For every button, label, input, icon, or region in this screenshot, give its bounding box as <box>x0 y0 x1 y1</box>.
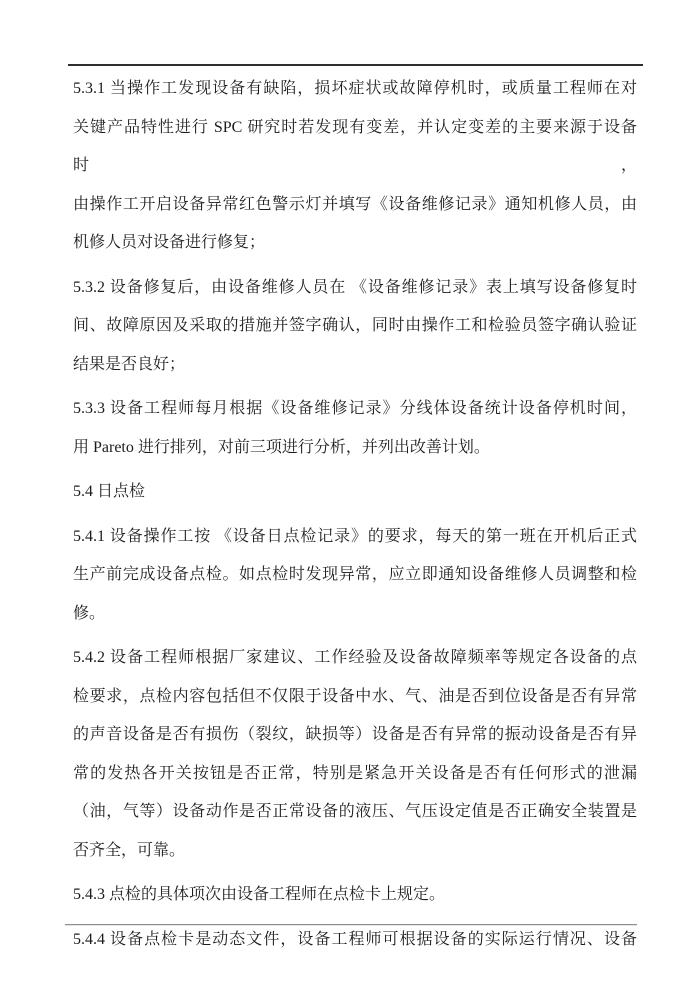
text-line: 用 Pareto 进行排列，对前三项进行分析，并列出改善计划。 <box>73 438 490 456</box>
text-line: 常的发热各开关按钮是否正常，特别是紧急开关设备是否有任何形式的泄漏 <box>73 764 637 782</box>
text-line: 的声音设备是否有损伤（裂纹，缺损等）设备是否有异常的振动设备是否有异 <box>73 726 637 743</box>
text-line: 结果是否良好； <box>73 355 186 373</box>
clause-5-4-2 <box>73 639 637 870</box>
text-line: 检要求，点检内容包括但不仅限于设备中水、气、油是否到位设备是否有异常 <box>73 687 637 705</box>
text-line: 由操作工开启设备异常红色警示灯并填写《设备维修记录》通知机修人员，由 <box>73 195 637 213</box>
footer-rule <box>65 924 637 925</box>
text-line: 5.3.2 设备修复后，由设备维修人员在 《设备维修记录》表上填写设备修复时 <box>73 278 637 296</box>
clause-5-4-3 <box>73 876 637 915</box>
text-line: 5.4.4 设备点检卡是动态文件，设备工程师可根据设备的实际运行情况、设备 <box>73 930 637 948</box>
text-line: 5.3.3 设备工程师每月根据《设备维修记录》分线体设备统计设备停机时间， <box>73 400 637 417</box>
document-body <box>73 70 637 965</box>
text-line: 5.3.1 当操作工发现设备有缺陷，损坏症状或故障停机时，或质量工程师在对 <box>73 80 637 97</box>
text-line: 关键产品特性进行 SPC 研究时若发现有变差，并认定变差的主要来源于设备时， <box>73 118 637 174</box>
text-line: 5.4.3 点检的具体项次由设备工程师在点检卡上规定。 <box>73 886 446 903</box>
text-line: 修。 <box>73 604 106 622</box>
text-line: 5.4 日点检 <box>73 483 146 500</box>
clause-5-4-1 <box>73 518 637 634</box>
header-rule <box>68 64 643 66</box>
text-line: （油，气等）设备动作是否正常设备的液压、气压设定值是否正确安全装置是 <box>73 803 637 820</box>
clause-5-3-1 <box>73 70 637 263</box>
text-line: 生产前完成设备点检。如点检时发现异常，应立即通知设备维修人员调整和检 <box>73 566 637 583</box>
text-line: 间、故障原因及采取的措施并签字确认，同时由操作工和检验员签字确认验证 <box>73 317 637 334</box>
clause-5-3-3 <box>73 390 637 467</box>
clause-5-3-2 <box>73 269 637 385</box>
text-line: 5.4.2 设备工程师根据厂家建议、工作经验及设备故障频率等规定各设备的点 <box>73 649 637 666</box>
text-line: 否齐全，可靠。 <box>73 841 186 859</box>
heading-5-4 <box>73 473 637 512</box>
text-line: 5.4.1 设备操作工按 《设备日点检记录》的要求，每天的第一班在开机后正式 <box>73 527 637 545</box>
text-line: 机修人员对设备进行修复； <box>73 234 266 251</box>
clause-5-4-4 <box>73 921 637 960</box>
